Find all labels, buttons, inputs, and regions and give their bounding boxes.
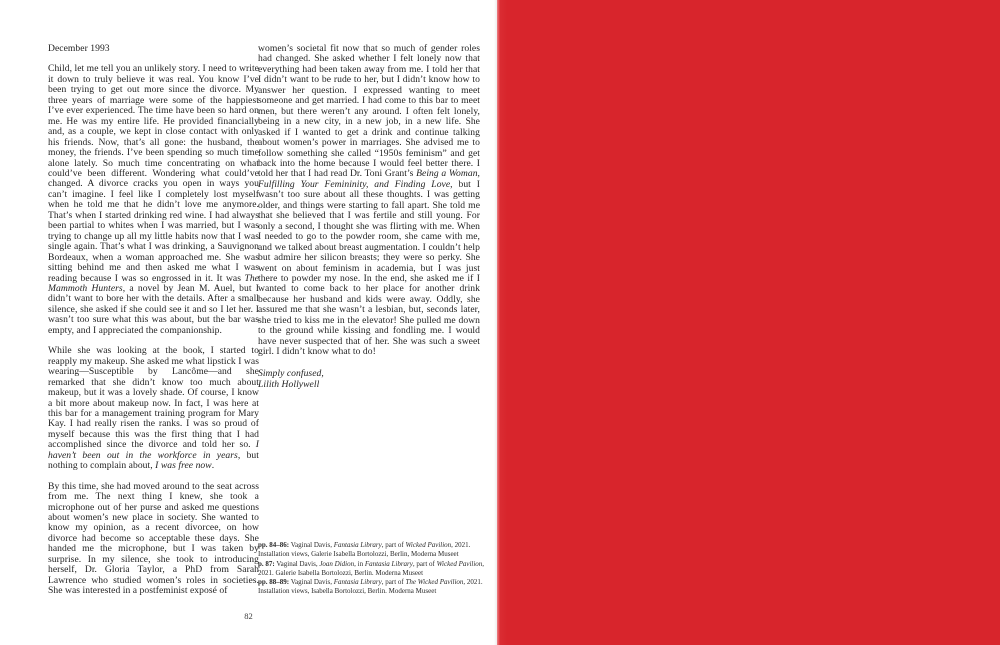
paragraph: While she was looking at the book, I started to reapply my makeup. She asked me what lipstick I was wearing—Susceptible by Lancôme—and she remarked that she didn’t know too much about makeup, but it was a lovely shade. Of course, I know a bit more about makeup now. In fact, I was here at this bar for a management training program for Mary Kay. I had really risen the ranks. I was so proud of myself because this was the first thing that I had accomplished since the divorce and told her so. I haven’t been out in the workforce in years, but nothing to complain about, I was free now. <box>48 345 259 472</box>
image-captions <box>258 541 485 597</box>
paragraph: pp. 88–89: Vaginal Davis, Fantasia Library, part of The Wicked Pavilion, 2021. Installation views, Isabella Bortolozzi, Berlin. Moderna Museet <box>258 578 483 596</box>
page-number: 82 <box>244 611 253 621</box>
letter-right-paragraphs <box>258 44 480 358</box>
paragraph: Child, let me tell you an unlikely story. I need to write it down to truly believe it was real. You know I’ve been trying to get out more since the divorce. My three years of marriage were some of the happiest I’ve ever experienced. The time have been so hard on me. He was my entire life. He provided financially and, as a couple, we kept in close contact with only his friends. Now, that’s all gone: the husband, the money, the friends. I’ve been spending so much time alone lately. So much time concentrating on what could’ve been different. Wondering what could’ve changed. A divorce cracks you open in ways you can’t imagine. I feel like I completely lost myself when he told me that he didn’t love me anymore. That’s when I started drinking red wine. I had always been partial to whites when I was married, but I was trying to change up all my little habits now that I was single again. That’s what I was drinking, a Sauvignon Bordeaux, when a woman approached me. She was sitting behind me and then asked me what I was reading because I was so engrossed in it. It was The Mammoth Hunters, a novel by Jean M. Auel, but I didn’t want to bore her with the details. After a small silence, she asked if she could see it and so I let her. I wasn’t too sure what this was about, but the bar was empty, and I appreciated the companionship. <box>48 63 259 336</box>
paragraph: By this time, she had moved around to the seat across from me. The next thing I knew, she took a microphone out of her purse and asked me questions about women’s new place in society. She wanted to know my opinion, as a recent divorcee, on how divorce had become so acceptable these days. She handed me the microphone, but I was taken by surprise. In my silence, she took to introducing herself, Dr. Gloria Taylor, a PhD from Sarah Lawrence who studied women’s roles in societies. She was interested in a postfeminist exposé of <box>48 480 259 597</box>
signature-line-2: Lilith Hollywell <box>258 378 320 390</box>
letter-left-paragraphs <box>48 64 259 596</box>
letter-signature <box>258 368 480 390</box>
paragraph: women’s societal fit now that so much of gender roles had changed. She asked whether I felt lonely now that everything had been taken away from me. I told her that I didn’t want to be rude to her, but I didn’t know how to answer her question. I expressed wanting to meet someone and get married. I had come to this bar to meet men, but there weren’t any around. I often felt lonely, being in a new city, in a new job, in a new life. She asked if I wanted to get a drink and continue talking about women’s power in marriages. She advised me to follow something she called “1950s feminism” and get back into the home because I would feel better there. I told her that I had read Dr. Toni Grant’s Being a Woman, Fulfilling Your Femininity, and Finding Love, but I wasn’t too sure about all these thoughts. I was getting older, and things were starting to fall apart. She told me that she believed that I was fertile and still young. For only a second, I thought she was flirting with me. When I needed to go to the powder room, she came with me, and we talked about breast augmentation. I couldn’t help but admire her silicon breasts; they were so perky. She went on about feminism in academia, but I was just there to powder my nose. In the end, she asked me if I wanted to come back to her place for another drink because her husband and kids were away. Oddly, she assured me that she wasn’t a lesbian, but, seconds later, she tried to kiss me in the elevator! She pulled me down to the ground while kissing and fondling me. I would have never suspected that of her. She was such a sweet girl. I didn’t know what to do! <box>258 43 481 358</box>
signature-line-1: Simply confused, <box>258 367 324 379</box>
letter-column-left <box>48 44 259 597</box>
letter-column-right <box>258 44 480 390</box>
letter-date: December 1993 <box>48 43 110 54</box>
left-page <box>0 0 497 645</box>
paragraph: pp. 84–86: Vaginal Davis, Fantasia Library, part of Wicked Pavilion, 2021. Installation views, Galerie Isabella Bortolozzi, Berlin, Moderna Museet <box>258 541 471 559</box>
red-page-artwork <box>497 0 1000 645</box>
paragraph: p. 87: Vaginal Davis, Joan Didion, in Fantasia Library, part of Wicked Pavilion, 2021. Galerie Isabella Bortolozzi, Berlin. Moderna Museet <box>258 559 485 577</box>
